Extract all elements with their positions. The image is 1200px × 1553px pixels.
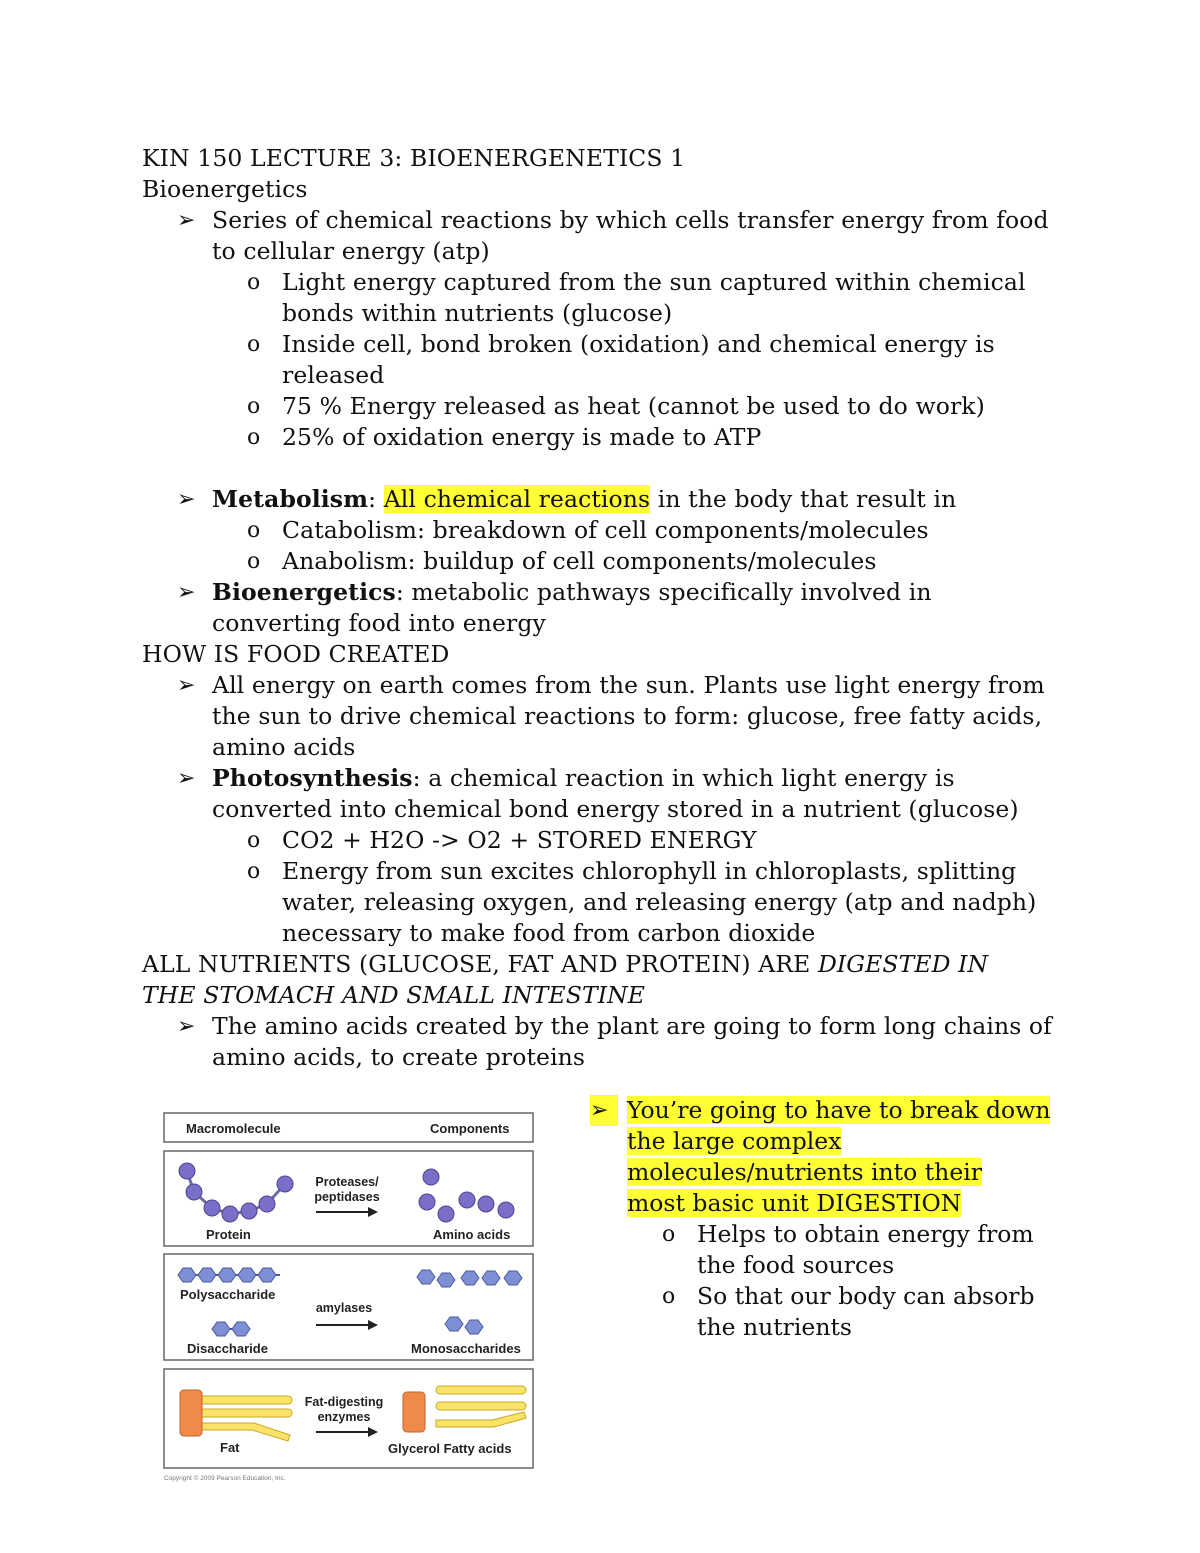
term-bioenergetics: Bioenergetics: [212, 578, 396, 606]
arrow-bullet-icon: ➢: [177, 580, 196, 605]
section-heading-bioenergetics: Bioenergetics: [142, 175, 308, 203]
arrow-bullet-icon: ➢: [590, 1095, 618, 1126]
header-macromolecule: Macromolecule: [186, 1121, 281, 1136]
bullet-item-cont: converted into chemical bond energy stored in a nutrient (glucose): [212, 795, 1019, 823]
bullet-digestion: ➢ You’re going to have to break down: [590, 1096, 1051, 1124]
amino-acid-bead: [179, 1163, 195, 1179]
label-monosaccharides: Monosaccharides: [411, 1341, 521, 1356]
sub-bullet-item: o 75 % Energy released as heat (cannot be used to do work): [247, 392, 985, 420]
circle-bullet-icon: o: [247, 549, 261, 574]
label-disaccharide: Disaccharide: [187, 1341, 268, 1356]
label-peptidases: peptidases: [314, 1190, 380, 1204]
bullet-item-cont: molecules/nutrients into their: [627, 1158, 982, 1186]
bullet-item-cont: most basic unit DIGESTION: [627, 1189, 962, 1217]
label-polysaccharide: Polysaccharide: [180, 1287, 276, 1302]
bullet-bioenergetics: ➢ Bioenergetics: metabolic pathways specifically involved in: [177, 578, 932, 606]
amino-acid-bead: [222, 1206, 238, 1222]
document-body: [142, 143, 1062, 1073]
sub-bullet-item-cont: the food sources: [697, 1251, 895, 1279]
circle-bullet-icon: o: [247, 828, 261, 853]
section-heading-nutrients-cont: THE STOMACH AND SMALL INTESTINE: [142, 981, 646, 1009]
sub-bullet-item-cont: necessary to make food from carbon dioxide: [282, 919, 816, 947]
label-protein: Protein: [206, 1227, 251, 1242]
sub-bullet-item: o 25% of oxidation energy is made to ATP: [247, 423, 762, 451]
circle-bullet-icon: o: [247, 518, 261, 543]
sub-bullet-item-cont: the nutrients: [697, 1313, 852, 1341]
sub-bullet-item: o Energy from sun excites chlorophyll in chloroplasts, splitting: [247, 857, 1017, 885]
circle-bullet-icon: o: [662, 1284, 676, 1309]
circle-bullet-icon: o: [247, 332, 261, 357]
arrow-bullet-icon: ➢: [177, 1014, 196, 1039]
bullet-metabolism: ➢ Metabolism: All chemical reactions in the body that result in: [177, 485, 957, 513]
bullet-item-cont: to cellular energy (atp): [212, 237, 490, 265]
sub-bullet-item: o Helps to obtain energy from: [662, 1220, 1034, 1248]
bullet-item: ➢ Series of chemical reactions by which cells transfer energy from food: [177, 206, 1049, 234]
bullet-item-cont: the large complex: [627, 1127, 842, 1155]
sub-bullet-item: o So that our body can absorb: [662, 1282, 1035, 1310]
arrow-bullet-icon: ➢: [177, 208, 196, 233]
arrow-bullet-icon: ➢: [177, 487, 196, 512]
sub-bullet-item: o Inside cell, bond broken (oxidation) and chemical energy is: [247, 330, 995, 358]
term-metabolism: Metabolism: [212, 485, 369, 513]
label-amylases: amylases: [315, 1301, 373, 1315]
circle-bullet-icon: o: [247, 394, 261, 419]
bullet-item-cont: converting food into energy: [212, 609, 546, 637]
sub-bullet-item: o Catabolism: breakdown of cell components/molecules: [247, 516, 929, 544]
bullet-item: ➢ The amino acids created by the plant are going to form long chains of: [177, 1012, 1052, 1040]
bullet-item-cont: the sun to drive chemical reactions to form: glucose, free fatty acids,: [212, 702, 1043, 730]
bullet-item-cont: amino acids: [212, 733, 356, 761]
section-heading-nutrients: ALL NUTRIENTS (GLUCOSE, FAT AND PROTEIN) ARE DIGESTED IN: [142, 950, 989, 978]
amino-acid-bead: [277, 1176, 293, 1192]
sub-bullet-item: o Light energy captured from the sun captured within chemical: [247, 268, 1026, 296]
fatty-acids: [436, 1386, 526, 1427]
label-enzymes: enzymes: [317, 1410, 371, 1424]
sub-bullet-item: o Anabolism: buildup of cell components/molecules: [247, 547, 877, 575]
sub-bullet-item: o CO2 + H2O -> O2 + STORED ENERGY: [247, 826, 757, 854]
amino-acid-bead: [204, 1200, 220, 1216]
arrow-bullet-icon: ➢: [177, 766, 196, 791]
amino-acid-bead: [186, 1184, 202, 1200]
label-glycerol-fatty-acids: Glycerol Fatty acids: [388, 1441, 512, 1456]
copyright-note: Copyright © 2009 Pearson Education, Inc.: [164, 1475, 286, 1482]
bullet-item: ➢ All energy on earth comes from the sun. Plants use light energy from: [177, 671, 1045, 699]
glycerol: [403, 1392, 425, 1432]
spacer: [142, 453, 1062, 484]
sub-bullet-item-cont: water, releasing oxygen, and releasing energy (atp and nadph): [282, 888, 1037, 916]
amino-acid-bead: [259, 1196, 275, 1212]
sub-bullet-item-cont: released: [282, 361, 385, 389]
arrow-bullet-icon: ➢: [177, 673, 196, 698]
circle-bullet-icon: o: [247, 270, 261, 295]
circle-bullet-icon: o: [247, 859, 261, 884]
label-fat: Fat: [220, 1440, 240, 1455]
digestion-diagram: [162, 1110, 537, 1485]
highlighted-text: All chemical reactions: [383, 485, 651, 513]
sub-bullet-item-cont: bonds within nutrients (glucose): [282, 299, 673, 327]
bullet-item-cont: amino acids, to create proteins: [212, 1043, 586, 1071]
document-title: KIN 150 LECTURE 3: BIOENERGENETICS 1: [142, 144, 686, 172]
term-photosynthesis: Photosynthesis: [212, 764, 413, 792]
digestion-notes: [590, 1095, 1070, 1343]
bullet-photosynthesis: ➢ Photosynthesis: a chemical reaction in which light energy is: [177, 764, 955, 792]
circle-bullet-icon: o: [247, 425, 261, 450]
digestion-diagram-svg: [162, 1110, 537, 1485]
label-amino-acids: Amino acids: [433, 1227, 511, 1242]
amino-acid-bead: [241, 1203, 257, 1219]
section-heading-food: HOW IS FOOD CREATED: [142, 640, 450, 668]
label-proteases: Proteases/: [315, 1175, 379, 1189]
circle-bullet-icon: o: [662, 1222, 676, 1247]
header-components: Components: [430, 1121, 510, 1136]
label-fat-digesting: Fat-digesting: [304, 1395, 384, 1409]
